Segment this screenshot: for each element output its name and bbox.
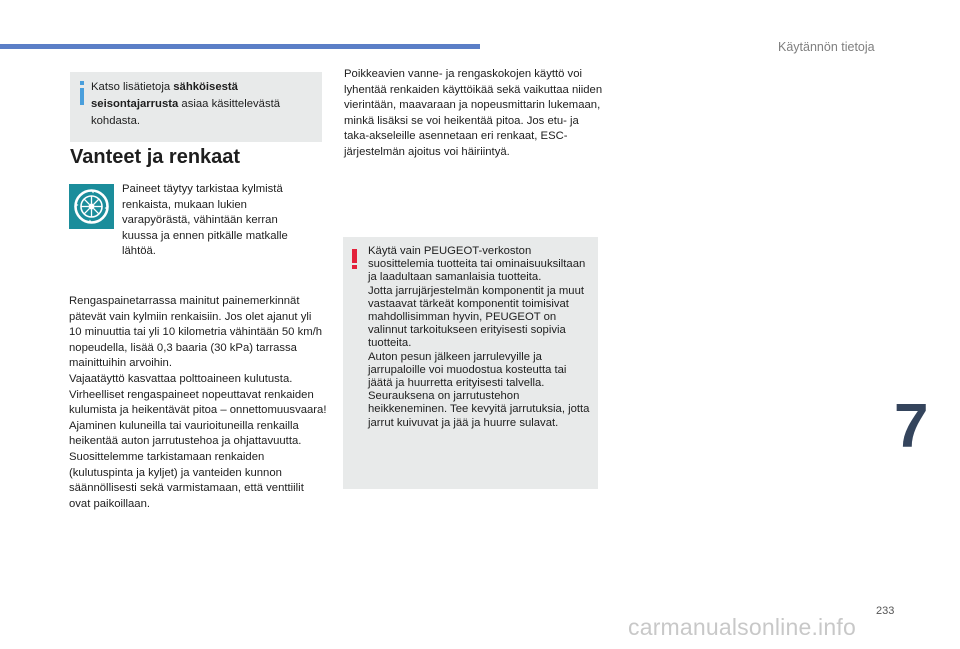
section-title: Käytännön tietoja [778,40,875,54]
tyre-pressure-text: Paineet täytyy tarkistaa kylmistä renkaista, mukaan lukien varapyörästä, vähintään kerran kuussa ja ennen pitkälle matkalle lähtöä. [122,183,288,258]
main-paragraph: Rengaspainetarrassa mainitut painemerkinnät pätevät vain kylmiin renkaisiin. Jos olet ajanut yli 10 minuuttia tai yli 10 kilometria vähintään 50 km/h nopeudella, lisää 0,3 baaria (30 kPa) tarrassa mainittuihin arvoihin. [69,295,323,370]
main-paragraph: Ajaminen kuluneilla tai vaurioituneilla renkailla heikentää auton jarrutustehoa ja ohjattavuutta. Suosittelemme tarkistamaan renkaiden (kulutuspinta ja kyljet) ja vanteiden kunnon säännöllisesti sekä varmistamaan, että venttiilit ovat paikoillaan. [69,419,304,510]
warning-paragraph: Jotta jarrujärjestelmän komponentit ja muut vastaavat tärkeät komponentit toimisivat mahdollisimman hyvin, PEUGEOT on valinnut tarkoitukseen erityisesti sopivia tuotteita. [368,284,584,350]
info-note-text [91,79,311,130]
header-accent-bar [0,44,480,49]
chapter-number: 7 [894,392,929,461]
page-heading: Vanteet ja renkaat [70,146,241,168]
watermark-logo: carmanualsonline.info [628,614,856,640]
page-number: 233 [876,605,895,617]
info-icon [80,81,84,105]
info-note-bold-link: sähköisestä seisontajarrusta [91,81,238,110]
warning-paragraph: Käytä vain PEUGEOT-verkoston suosittelemia tuotteita tai ominaisuuksiltaan ja laadultaan samanlaisia tuotteita. [368,245,586,284]
warning-exclamation-icon [352,249,357,269]
main-text-column [69,294,327,512]
right-paragraph: Poikkeavien vanne- ja rengaskokojen käyttö voi lyhentää renkaiden käyttöikää sekä vaikuttaa niiden vierintään, maavaraan ja nopeusmittarin lukemaan, minkä lisäksi se voi heikentää pitoa. Jos etu- ja taka-akseleille asennetaan eri renkaat, ESC-järjestelmän ajoitus voi häiriintyä. [344,68,603,158]
info-note-text-after: asiaa käsittelevästä kohdasta. [91,98,281,127]
tyre-icon [69,184,114,229]
warning-paragraph: Auton pesun jälkeen jarrulevyille ja jarrupaloille voi muodostua kosteutta tai jäätä ja huurretta erityisesti talvella. Seurauksena on jarrutustehon heikkeneminen. Tee kevyitä jarrutuksia, jotta jarrut kuivuvat ja jää ja huurre sulavat. [368,350,590,429]
main-paragraph: Vajaatäyttö kasvattaa polttoaineen kulutusta. Virheelliset rengaspaineet nopeuttavat renkaiden kulumista ja heikentävät pitoa – onnettomuusvaara! [69,372,327,417]
info-note-text-before: Katso lisätietoja [91,81,174,93]
warning-text [368,245,593,430]
